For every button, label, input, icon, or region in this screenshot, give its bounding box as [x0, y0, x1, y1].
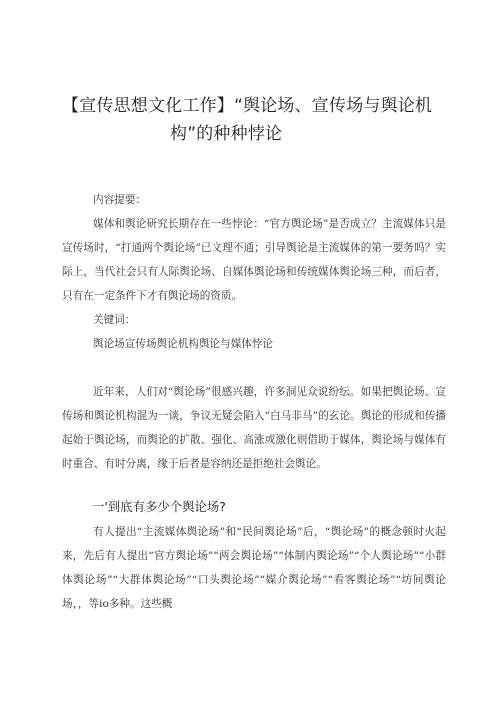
section-paragraph: 有人提出“主流媒体舆论场”和“民间舆论场”后，“舆论场”的概念顿时火起来，先后有人提出“官方舆论场”“两会舆论场”“体制内舆论场”“个人舆论场”“小群体舆论场”“大群体舆论场”“口头舆论场”“媒介舆论场”“看客舆论场”“坊间舆论场，，等io多种。这些概 [62, 526, 446, 610]
title-line-1: 【宣传思想文化工作】“舆论场、宣传场与舆论机 [62, 96, 433, 116]
intro-paragraph: 近年来，人们对“舆论场”很感兴趣，许多洞见众说纷纭。如果把舆论场、宣传场和舆论机构混为一谈，争议无疑会陷入“白马非马”的玄论。舆论的形成和传播起始于舆论场，而舆论的扩散、强化、高涨或激化则借助于媒体，舆论场与媒体有时重合、有时分离，缘于后者是容纳还是拒绝社会舆论。 [62, 386, 446, 470]
summary-text: 媒体和舆论研究长期存在一些悖论：“官方舆论场”是否成立？主流媒体只是宣传场时，“打通两个舆论场”已文理不通；引导舆论是主流媒体的第一要务吗？实际上，当代社会只有人际舆论场、自媒体舆论场和传统媒体舆论场三种，而后者，只有在一定条件下才有舆论场的资质。 [62, 218, 446, 302]
title-line-2: 构”的种种悖论 [170, 124, 283, 144]
section-heading: 一'到底有多少个舆论场? [92, 499, 226, 514]
keywords-label: 关键词： [93, 314, 136, 326]
summary-label: 内容提要： [93, 194, 146, 206]
keywords-text: 舆论场宣传场舆论机构舆论与媒体悖论 [93, 338, 274, 350]
document-title [62, 92, 462, 148]
